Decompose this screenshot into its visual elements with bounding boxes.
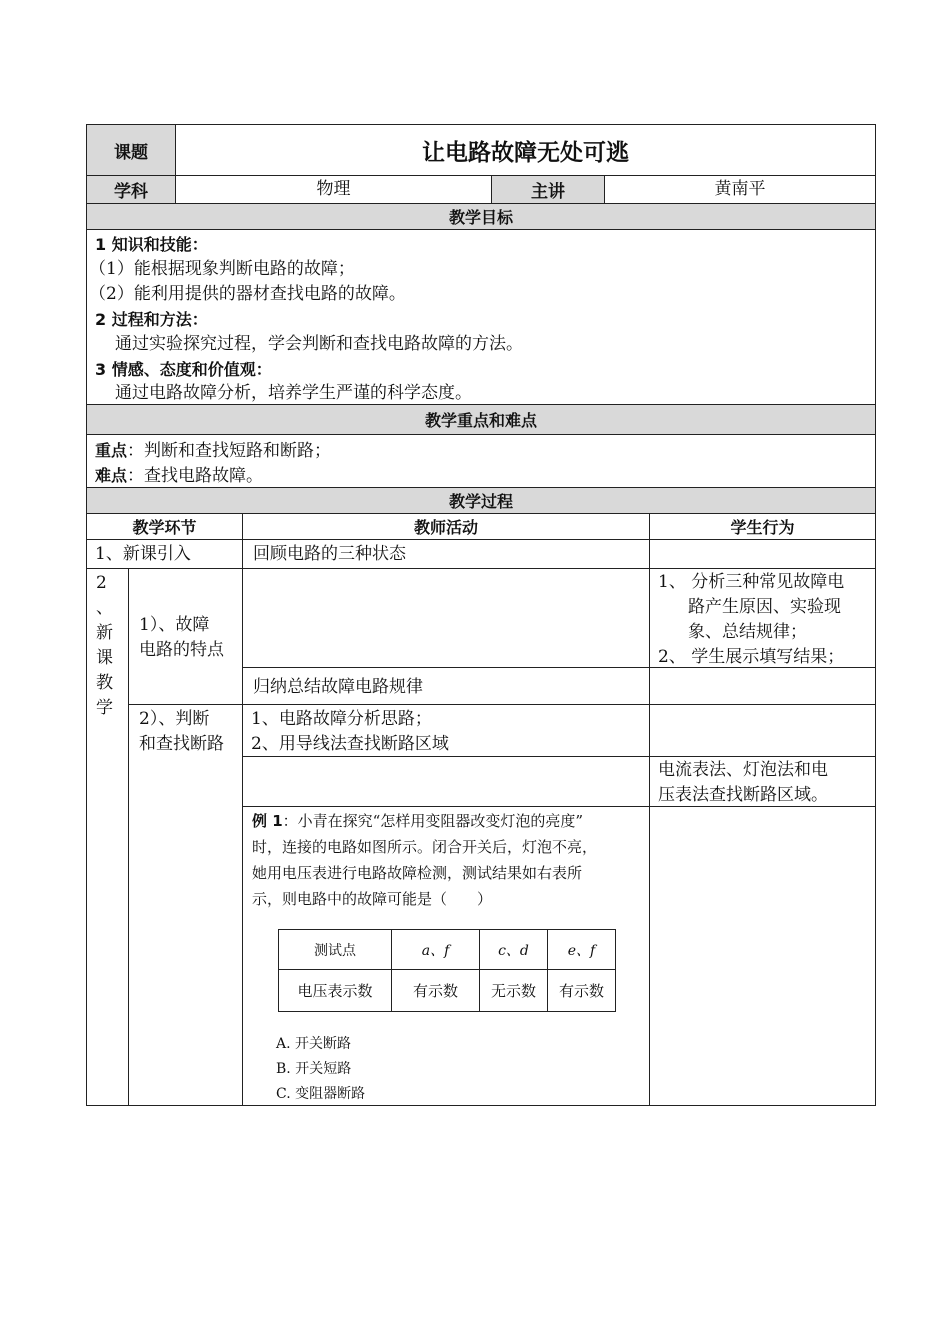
test-point-af: a、f xyxy=(421,942,450,959)
sub2-teacher-cell xyxy=(242,704,650,757)
teacher-cell xyxy=(604,175,876,204)
sub1-stage-cell xyxy=(128,568,243,705)
test-table-cell-0 xyxy=(278,969,392,1012)
sub2-teacher-1: 1、电路故障分析思路； xyxy=(251,709,432,729)
example-cell xyxy=(242,806,650,1106)
voltage-reading-label: 电压表示数 xyxy=(297,982,373,1000)
objectives-header xyxy=(86,203,876,230)
row1-stage-cell xyxy=(86,539,243,569)
sub2-student-b: 压表法查找断路区域。 xyxy=(658,785,828,805)
example-line-4: 示，则电路中的故障可能是（ ） xyxy=(252,890,493,908)
sub2-teacher-cell-mid xyxy=(242,756,650,807)
objectives-body xyxy=(86,229,876,405)
sub1-student-cell xyxy=(649,568,876,668)
voltage-reading-ef: 有示数 xyxy=(558,982,604,1000)
stage2-char-2: 、 xyxy=(96,598,113,618)
objective-2-title: 2 过程和方法： xyxy=(95,310,208,329)
example-text-1: ：小青在探究“怎样用变阻器改变灯泡的亮度” xyxy=(282,812,584,830)
stage2-char-3: 新 xyxy=(96,623,113,643)
objective-2-text: 通过实验探究过程，学会判断和查找电路故障的方法。 xyxy=(115,334,523,354)
sub1-teacher-2: 归纳总结故障电路规律 xyxy=(253,677,423,697)
row1-stage: 1、新课引入 xyxy=(95,544,191,564)
process-header xyxy=(86,487,876,514)
test-table-header-0 xyxy=(278,929,392,970)
difficulty-line xyxy=(95,463,263,489)
objective-1-title: 1 知识和技能： xyxy=(95,235,208,254)
sub2-stage-cell xyxy=(128,704,243,1106)
sub2-student-cell-top xyxy=(649,704,876,757)
sub2-line-2: 和查找断路 xyxy=(139,734,224,754)
sub1-line-1: 1）、故障 xyxy=(139,615,210,635)
example-student-cell xyxy=(649,806,876,1106)
sub2-line-1: 2）、判断 xyxy=(139,709,210,729)
example-line-1 xyxy=(252,808,583,834)
col-header-student xyxy=(649,513,876,540)
stage2-char-6: 学 xyxy=(96,698,113,718)
keypoints-body xyxy=(86,434,876,488)
example-line-2: 时，连接的电路如图所示。闭合开关后，灯泡不亮， xyxy=(252,838,598,856)
voltage-reading-af: 有示数 xyxy=(412,982,458,1000)
keypoints-header xyxy=(86,404,876,435)
sub1-student-1b: 路产生原因、实验现 xyxy=(688,597,841,617)
option-c: C. 变阻器断路 xyxy=(276,1086,366,1102)
focus-text: ：判断和查找短路和断路； xyxy=(127,441,332,461)
test-point-cd: c、d xyxy=(498,942,529,959)
subject-cell xyxy=(175,175,492,204)
topic-title: 让电路故障无处可逃 xyxy=(422,139,629,166)
row1-teacher: 回顾电路的三种状态 xyxy=(253,544,406,564)
teacher-label-cell xyxy=(491,175,605,204)
teacher-label: 主讲 xyxy=(531,182,565,202)
example-label: 例 1 xyxy=(252,812,283,830)
col-teacher-label: 教师活动 xyxy=(413,518,478,537)
stage2-char-4: 课 xyxy=(96,648,113,668)
sub1-student-2: 2、 学生展示填写结果； xyxy=(658,647,845,667)
voltage-reading-cd: 无示数 xyxy=(490,982,536,1000)
objectives-title: 教学目标 xyxy=(448,208,513,227)
sub1-line-2: 电路的特点 xyxy=(139,640,224,660)
sub1-teacher-cell xyxy=(242,568,650,668)
row1-teacher-cell xyxy=(242,539,650,569)
subject-label-cell xyxy=(86,175,176,204)
row1-student-cell xyxy=(649,539,876,569)
test-table-header-1 xyxy=(391,929,480,970)
stage2-char-1: 2 xyxy=(96,573,107,593)
sub1-student-1c: 象、总结规律； xyxy=(688,622,807,642)
test-table-cell-1 xyxy=(391,969,480,1012)
difficulty-label: 难点 xyxy=(95,466,128,485)
objective-1-item-1: （1）能根据现象判断电路的故障； xyxy=(89,259,355,279)
test-point-label: 测试点 xyxy=(314,942,356,959)
keypoints-title: 教学重点和难点 xyxy=(424,411,537,430)
sub1-teacher2-cell xyxy=(242,667,650,705)
sub2-student-cell-mid xyxy=(649,756,876,807)
subject-label: 学科 xyxy=(114,182,148,202)
process-title: 教学过程 xyxy=(448,492,513,511)
topic-label-cell xyxy=(86,124,176,176)
teacher-value: 黄南平 xyxy=(714,179,766,199)
subject-value: 物理 xyxy=(316,179,351,199)
sub1-student2-cell xyxy=(649,667,876,705)
sub1-student-1a: 1、 分析三种常见故障电 xyxy=(658,572,845,592)
stage2-char-5: 教 xyxy=(96,673,113,693)
sub2-student-a: 电流表法、灯泡法和电 xyxy=(658,760,828,780)
test-point-ef: e、f xyxy=(567,942,596,959)
objective-3-text: 通过电路故障分析，培养学生严谨的科学态度。 xyxy=(115,383,472,403)
stage2-cell xyxy=(86,568,129,1106)
sub2-teacher-2: 2、用导线法查找断路区域 xyxy=(251,734,449,754)
objective-1-item-2: （2）能利用提供的器材查找电路的故障。 xyxy=(89,284,406,304)
option-a: A. 开关断路 xyxy=(276,1036,352,1052)
example-line-3: 她用电压表进行电路故障检测，测试结果如右表所 xyxy=(252,864,583,882)
test-table-header-3 xyxy=(547,929,616,970)
topic-label: 课题 xyxy=(114,142,148,163)
focus-label: 重点 xyxy=(95,441,128,460)
col-header-teacher xyxy=(242,513,650,540)
difficulty-text: ：查找电路故障。 xyxy=(127,466,264,486)
col-stage-label: 教学环节 xyxy=(132,518,197,537)
objective-3-title: 3 情感、态度和价值观： xyxy=(95,360,272,379)
option-b: B. 开关短路 xyxy=(276,1061,352,1077)
col-student-label: 学生行为 xyxy=(730,518,795,537)
focus-line xyxy=(95,438,331,464)
test-table-header-2 xyxy=(479,929,548,970)
col-header-stage xyxy=(86,513,243,540)
topic-cell xyxy=(175,124,876,176)
test-table-cell-3 xyxy=(547,969,616,1012)
test-table-cell-2 xyxy=(479,969,548,1012)
